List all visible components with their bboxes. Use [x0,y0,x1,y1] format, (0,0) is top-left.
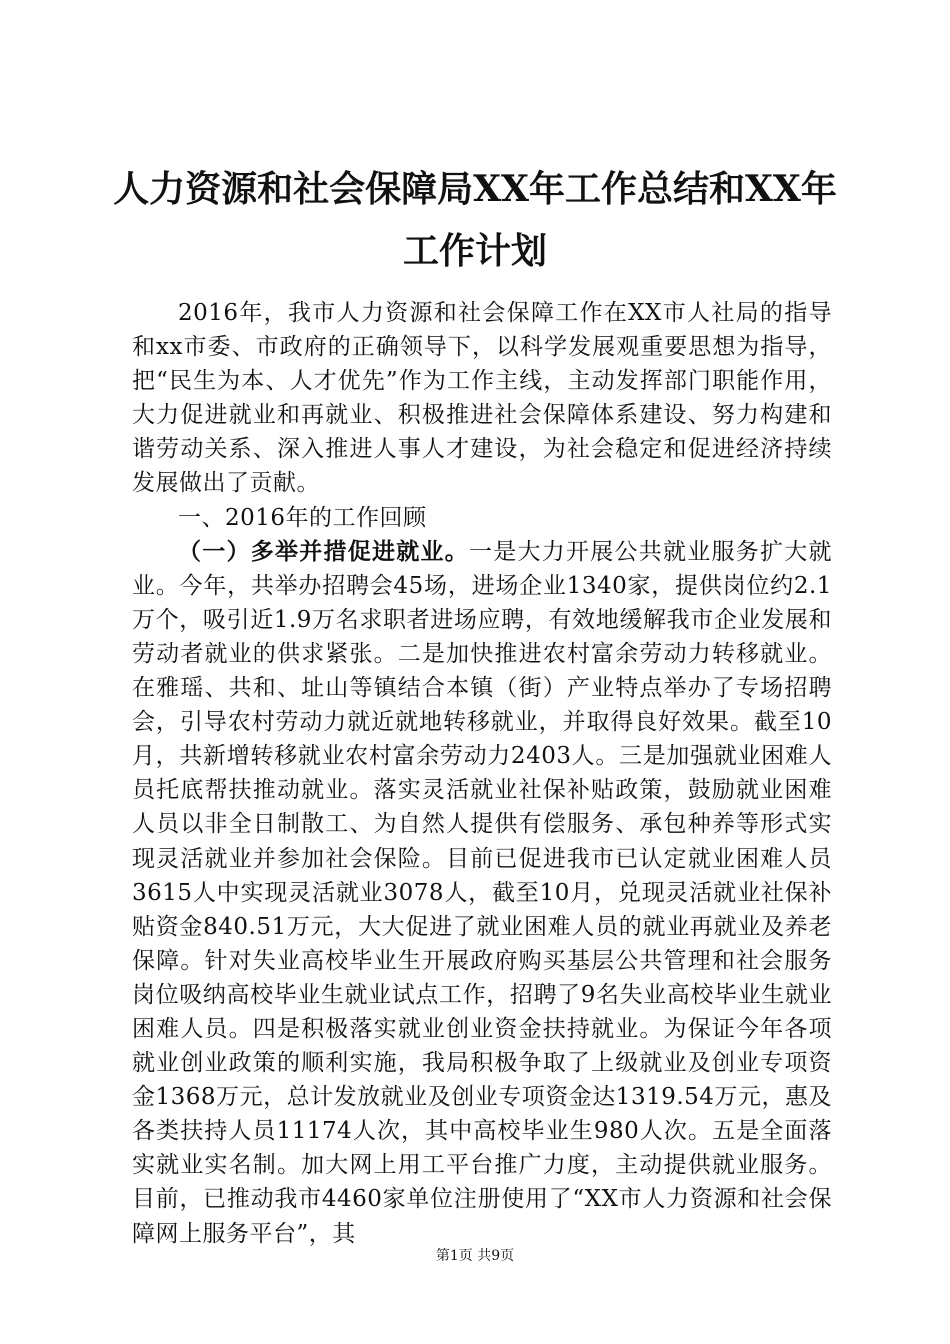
page-footer: 第1页 共9页 [435,1248,515,1264]
subsection-lead: （一）多举并措促进就业。 [178,538,469,565]
section-heading: 一、2016年的工作回顾 [178,504,427,531]
document-body [132,296,832,1251]
intro-paragraph: 2016年，我市人力资源和社会保障工作在XX市人社局的指导和xx市委、市政府的正确领导下，以科学发展观重要思想为指导，把“民生为本、人才优先”作为工作主线，主动发挥部门职能作用，大力促进就业和再就业、积极推进社会保障体系建设、努力构建和谐劳动关系、深入推进人事人才建设，为社会稳定和促进经济持续发展做出了贡献。 [132,300,832,497]
section-paragraph [132,535,832,1251]
subsection-text: 一是大力开展公共就业服务扩大就业。今年，共举办招聘会45场，进场企业1340家，提供岗位约2.1万个，吸引近1.9万名求职者进场应聘，有效地缓解我市企业发展和劳动者就业的供求紧张。二是加快推进农村富余劳动力转移就业。在雅瑶、共和、址山等镇结合本镇（街）产业特点举办了专场招聘会，引导农村劳动力就近就地转移就业，并取得良好效果。截至10月，共新增转移就业农村富余劳动力2403人。三是加强就业困难人员托底帮扶推动就业。落实灵活就业社保补贴政策，鼓励就业困难人员以非全日制散工、为自然人提供有偿服务、承包种养等形式实现灵活就业并参加社会保险。目前已促进我市已认定就业困难人员3615人中实现灵活就业3078人，截至10月，兑现灵活就业社保补贴资金840.51万元，大大促进了就业困难人员的就业再就业及养老保障。针对失业高校毕业生开展政府购买基层公共管理和社会服务岗位吸纳高校毕业生就业试点工作，招聘了9名失业高校毕业生就业困难人员。四是积极落实就业创业资金扶持就业。为保证今年各项就业创业政策的顺利实施，我局积极争取了上级就业及创业专项资金1368万元，总计发放就业及创业专项资金达1319.54万元，惠及各类扶持人员11174人次，其中高校毕业生980人次。五是全面落实就业实名制。加大网上用工平台推广力度，主动提供就业服务。目前，已推动我市4460家单位注册使用了“XX市人力资源和社会保障网上服务平台”，其 [132,538,832,1247]
document-title: 人力资源和社会保障局XX年工作总结和XX年工作计划 [113,168,837,272]
